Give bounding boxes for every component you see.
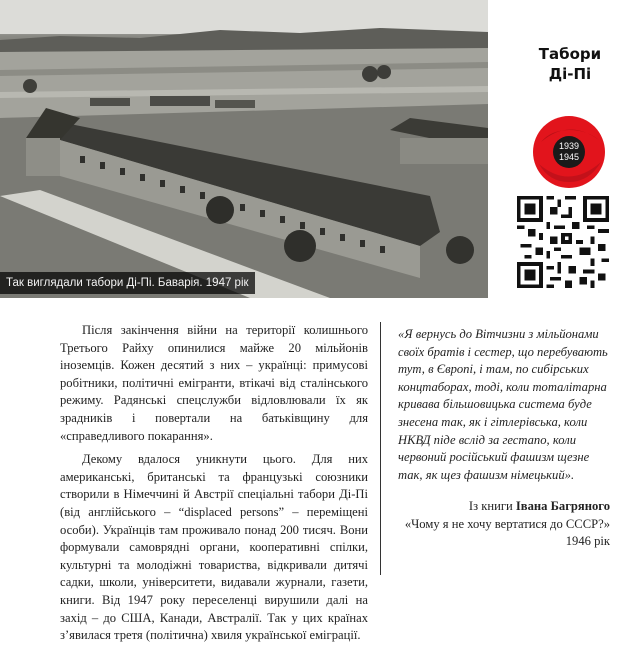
source-year: 1946 рік: [565, 534, 610, 549]
quote-source: [398, 498, 610, 551]
source-author: Івана Багряного: [515, 499, 610, 513]
badge-year-bottom: 1945: [558, 152, 580, 162]
quote-text: «Я вернусь до Вітчизни з мільйонами своїх братів і сестер, що перебувають тут, в Європі, і там, по сибірських концтаборах, тоді, коли тоталітарна кривава більшовицька система буде знесена так, як і гітлерівська, коли НКВД піде вслід за гестапо, коли червоний російський фашизм щезне так, як щез фашизм німецький».: [398, 327, 608, 482]
article-paragraph-2: Декому вдалося уникнути цього. Для них американські, британські та французькі союзники створили в Німеччині й Австрії спеціальні табори Ді-Пі (від англійського – “displaced persons” – переміщені особи). Українців там проживало понад 200 тисяч. Вони формували самоврядні органи, кооперативні спілки, культурні та молодіжні товариства, відкривали дитячі садки, школи, університети, видавали журнали, газети, книги. Від 1947 року переселенці вирушили далі на захід – до США, Канади, Австралії. Так у цих країнах з’явилася третя (політична) хвиля української еміграції.: [60, 452, 368, 643]
qr-code[interactable]: [517, 196, 609, 288]
source-prefix: Із книги: [468, 499, 516, 513]
article-paragraph-1: Після закінчення війни на території колишнього Третього Райху опинилися майже 20 мільйонів іноземців. Кожен десятий з них – українці: примусові робітники, політичні емігранти, втікачі від сталінського режиму. Радянські спецслужби відловлювали їх як зрадників і повертали на батьківщину для «справедливого покарання».: [60, 323, 368, 443]
camp-photo-illustration: [0, 0, 488, 298]
column-divider: [380, 322, 381, 575]
source-line-author: [398, 498, 610, 516]
dp-camp-photo: [0, 0, 488, 298]
poppy-icon: [529, 112, 609, 192]
source-book: «Чому я не хочу вертатися до СССР?»: [404, 516, 610, 531]
page-title: [520, 44, 620, 84]
badge-year-top: 1939: [558, 141, 580, 151]
title-line-2: Ді-Пі: [548, 65, 592, 83]
photo-caption: Так виглядали табори Ді-Пі. Баварія. 1947 рік: [0, 272, 255, 294]
title-line-1: Табори: [538, 45, 602, 63]
article-text: [60, 322, 368, 645]
